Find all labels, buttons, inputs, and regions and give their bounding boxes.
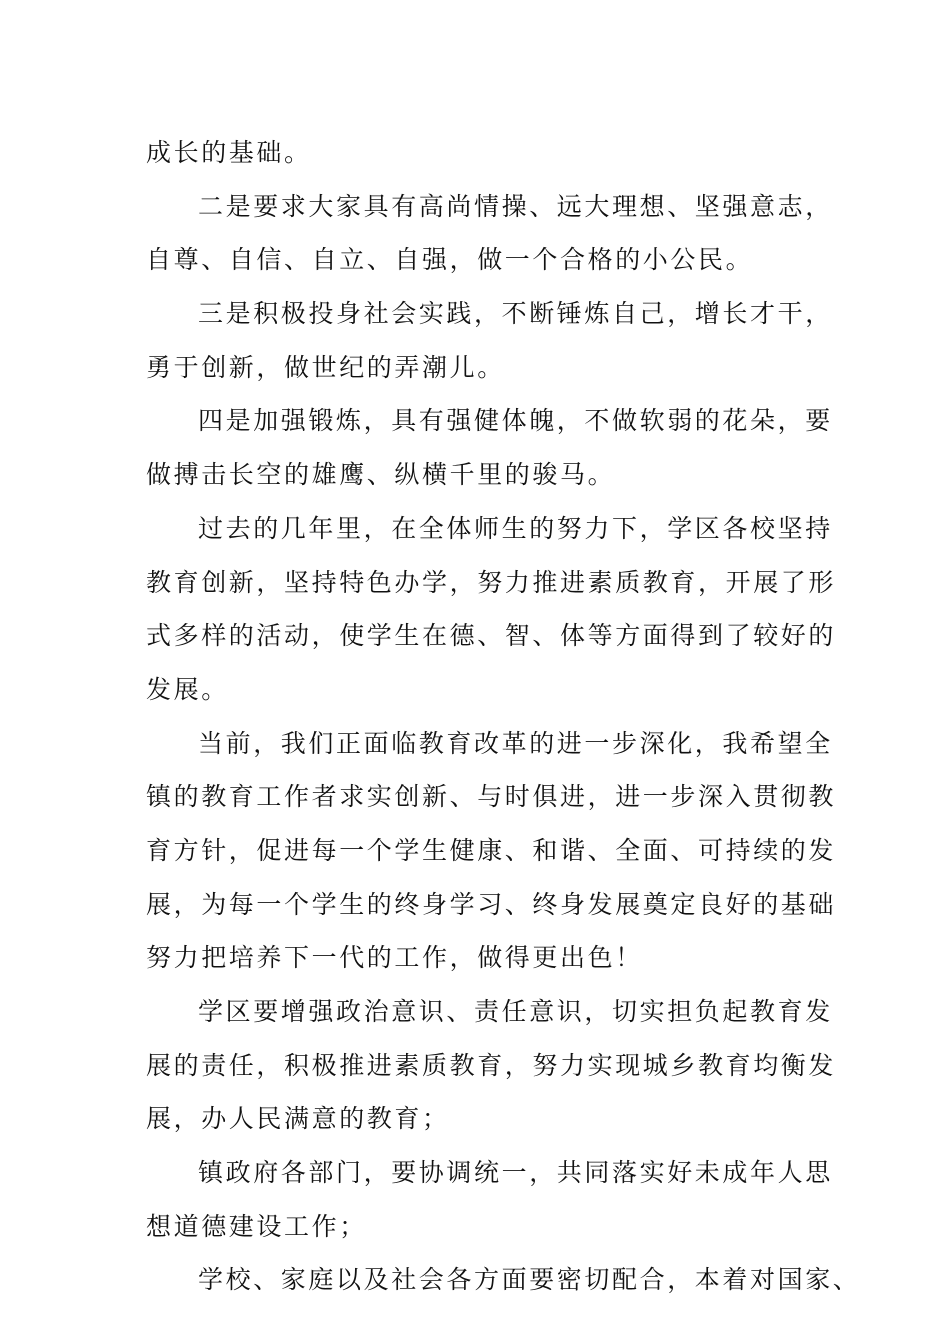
text-line: 自尊、自信、自立、自强，做一个合格的小公民。 <box>146 245 754 275</box>
text-line: 三是积极投身社会实践，不断锤炼自己，增长才干， <box>198 299 833 329</box>
document-body <box>146 126 861 1307</box>
text-line: 学区要增强政治意识、责任意识，切实担负起教育发 <box>198 997 833 1026</box>
text-line: 当前，我们正面临教育改革的进一步深化，我希望全 <box>198 728 833 758</box>
text-line: 教育创新，坚持特色办学，努力推进素质教育，开展了形 <box>146 567 837 597</box>
text-line: 四是加强锻炼，具有强健体魄，不做软弱的花朵，要 <box>198 406 833 436</box>
text-line: 式多样的活动，使学生在德、智、体等方面得到了较好的 <box>146 621 837 651</box>
text-line: 展的责任，积极推进素质教育，努力实现城乡教育均衡发 <box>146 1050 837 1080</box>
text-line: 育方针，促进每一个学生健康、和谐、全面、可持续的发 <box>146 835 837 865</box>
text-line: 努力把培养下一代的工作，做得更出色！ <box>146 943 643 973</box>
text-line: 想道德建设工作； <box>146 1211 367 1241</box>
text-line: 过去的几年里，在全体师生的努力下，学区各校坚持 <box>198 513 833 543</box>
text-line: 二是要求大家具有高尚情操、远大理想、坚强意志， <box>198 191 833 221</box>
text-line: 学校、家庭以及社会各方面要密切配合，本着对国家、 <box>198 1265 861 1295</box>
text-line: 发展。 <box>146 674 229 704</box>
text-line: 镇政府各部门，要协调统一，共同落实好未成年人思 <box>198 1158 833 1188</box>
text-line: 勇于创新，做世纪的弄潮儿。 <box>146 352 505 382</box>
text-line: 展，办人民满意的教育； <box>146 1104 450 1134</box>
text-line: 做搏击长空的雄鹰、纵横千里的骏马。 <box>146 460 616 490</box>
text-line: 镇的教育工作者求实创新、与时俱进，进一步深入贯彻教 <box>146 782 837 812</box>
text-line: 展，为每一个学生的终身学习、终身发展奠定良好的基础 <box>146 889 837 919</box>
text-line: 成长的基础。 <box>146 138 312 167</box>
